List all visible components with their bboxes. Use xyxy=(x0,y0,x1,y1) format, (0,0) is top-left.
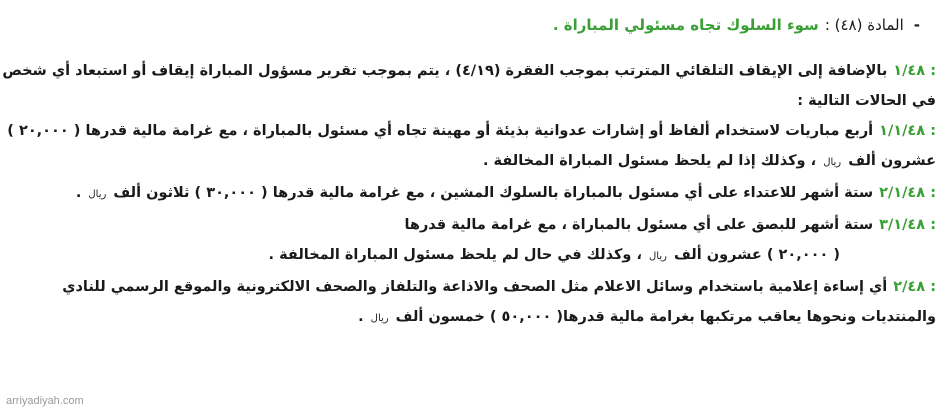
clause-text: أربع مباريات لاستخدام ألفاظ أو إشارات عدوانية بذيئة أو مهينة تجاه أي مسئول بالمباراة ، مع غرامة مالية قدرها ( ٢٠,٠٠٠ ) xyxy=(7,123,874,139)
amount-words: والمنتديات ونحوها يعاقب مرتكبها بغرامة مالية قدرها( ٥٠,٠٠٠ ) خمسون ألف xyxy=(395,309,936,325)
clause-2-48 xyxy=(10,272,936,302)
site-watermark: arriyadiyah.com xyxy=(6,395,84,407)
clause-continuation xyxy=(10,240,840,272)
clause-number: ١/٤٨ : xyxy=(893,63,936,79)
amount-words: ( ٢٠,٠٠٠ ) عشرون ألف xyxy=(674,247,840,263)
currency-label: ريال xyxy=(88,189,107,200)
clause-text-tail: ، وكذلك في حال لم يلحظ مسئول المباراة المخالفة . xyxy=(268,247,642,263)
article-heading xyxy=(10,8,920,42)
clause-text: بالإضافة إلى الإيقاف التلقائي المترتب بموجب الفقرة (٤/١٩) ، يتم بموجب تقرير مسؤول المباراة إيقاف أو استبعاد أي شخص xyxy=(2,63,888,79)
clause-number: ٣/١/٤٨ : xyxy=(879,217,936,233)
clause-text-tail: ، وكذلك إذا لم يلحظ مسئول المباراة المخالفة . xyxy=(483,153,817,169)
clause-1-1-48 xyxy=(7,116,936,146)
clause-text: أي إساءة إعلامية باستخدام وسائل الاعلام مثل الصحف والاذاعة والتلفاز والصحف الالكترونية والموقع الرسمي للنادي xyxy=(62,279,888,295)
currency-label: ريال xyxy=(370,313,389,324)
heading-dash: - xyxy=(913,16,920,34)
article-label: المادة (٤٨) : xyxy=(824,16,904,34)
clause-number: ١/١/٤٨ : xyxy=(879,123,936,139)
clause-continuation xyxy=(10,146,936,178)
clause-text: ستة أشهر للبصق على أي مسئول بالمباراة ، مع غرامة مالية قدرها xyxy=(404,217,874,233)
clause-text-tail: . xyxy=(75,185,82,201)
currency-label: ريال xyxy=(649,251,667,262)
clause-2-1-48 xyxy=(10,178,936,210)
clause-text-main: ستة أشهر للاعتداء على أي مسئول بالمباراة بالسلوك المشين ، مع غرامة مالية قدرها ( ٣٠,٠٠٠ ) ثلاثون ألف xyxy=(113,185,874,201)
clause-1-48 xyxy=(2,56,936,86)
clause-text xyxy=(10,178,873,210)
spacer xyxy=(10,42,936,56)
clause-3-1-48 xyxy=(10,210,936,240)
clause-continuation xyxy=(10,302,936,334)
amount-words: عشرون ألف xyxy=(848,153,936,169)
clause-number: ٢/٤٨ : xyxy=(893,279,936,295)
clause-continuation: في الحالات التالية : xyxy=(797,93,936,109)
currency-label: ريال xyxy=(823,157,842,168)
clause-number: ٢/١/٤٨ : xyxy=(879,185,936,201)
article-title: سوء السلوك تجاه مسئولي المباراة . xyxy=(552,16,819,34)
clause-text-tail: . xyxy=(358,309,364,325)
